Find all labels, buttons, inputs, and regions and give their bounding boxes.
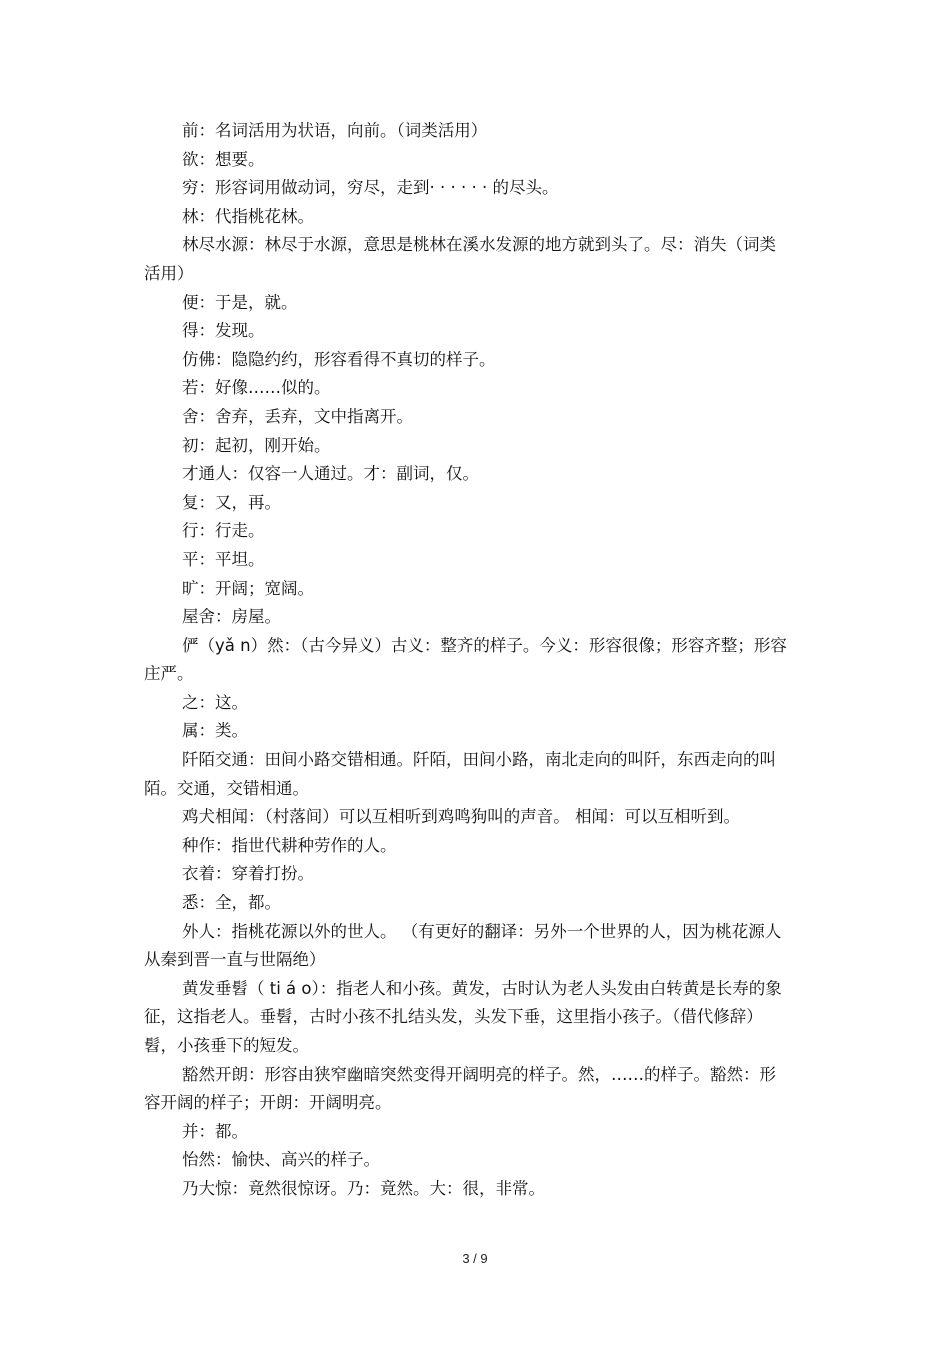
note-entry: 悉：全，都。	[182, 893, 281, 913]
note-entry: 俨（yǎ n）然：（古今异义）古义：整齐的样子。今义：形容很像；形容齐整；形容庄严。	[144, 635, 787, 684]
note-entry: 豁然开朗：形容由狭窄幽暗突然变得开阔明亮的样子。然，……的样子。豁然：形容开阔的样子；开朗：开阔明亮。	[144, 1064, 776, 1113]
note-entry: 黄发垂髫（ ti á o）：指老人和小孩。黄发，古时认为老人头发由白转黄是长寿的象征，这指老人。垂髫，古时小孩不扎结头发，头发下垂，这里指小孩子。（借代修辞）髫，小孩垂下的短发。	[144, 978, 782, 1055]
note-entry: 衣着：穿着打扮。	[182, 864, 314, 884]
note-entry: 属：类。	[182, 721, 248, 741]
note-entry: 得：发现。	[182, 321, 265, 341]
note-entry: 乃大惊：竟然很惊讶。乃：竟然。大：很，非常。	[182, 1178, 545, 1198]
note-entry: 鸡犬相闻：（村落间）可以互相听到鸡鸣狗叫的声音。 相闻：可以互相听到。	[182, 807, 740, 827]
note-entry: 屋舍：房屋。	[182, 607, 281, 627]
note-entry: 旷：开阔；宽阔。	[182, 578, 314, 598]
vocabulary-notes	[144, 117, 792, 1204]
note-entry: 阡陌交通：田间小路交错相通。阡陌，田间小路，南北走向的叫阡，东西走向的叫陌。交通，交错相通。	[144, 750, 776, 798]
note-entry: 怡然：愉快、高兴的样子。	[182, 1150, 380, 1170]
note-entry: 仿佛：隐隐约约，形容看得不真切的样子。	[182, 349, 496, 369]
note-entry: 外人：指桃花源以外的世人。 （有更好的翻译：另外一个世界的人，因为桃花源人从秦到晋一直与世隔绝）	[144, 921, 782, 970]
note-entry: 林：代指桃花林。	[182, 206, 314, 226]
note-entry: 才通人：仅容一人通过。才：副词，仅。	[182, 464, 479, 484]
note-entry: 欲：想要。	[182, 149, 265, 169]
note-entry: 之：这。	[182, 692, 248, 712]
note-entry: 初：起初，刚开始。	[182, 435, 331, 455]
note-entry: 并：都。	[182, 1121, 248, 1141]
note-entry: 若：好像……似的。	[182, 378, 331, 398]
note-entry: 平：平坦。	[182, 549, 265, 569]
note-entry: 复：又，再。	[182, 492, 281, 512]
note-entry: 林尽水源：林尽于水源，意思是桃林在溪水发源的地方就到头了。尽：消失（词类活用）	[144, 235, 776, 283]
page-number: 3 / 9	[462, 1251, 488, 1266]
note-entry: 穷：形容词用做动词，穷尽，走到· · · · · · 的尽头。	[182, 178, 559, 198]
note-entry: 舍：舍弃，丢弃，文中指离开。	[182, 406, 413, 426]
note-entry: 便：于是，就。	[182, 292, 298, 312]
note-entry: 前：名词活用为状语，向前。（词类活用）	[182, 121, 488, 140]
note-entry: 种作：指世代耕种劳作的人。	[182, 835, 397, 855]
note-entry: 行：行走。	[182, 521, 265, 541]
